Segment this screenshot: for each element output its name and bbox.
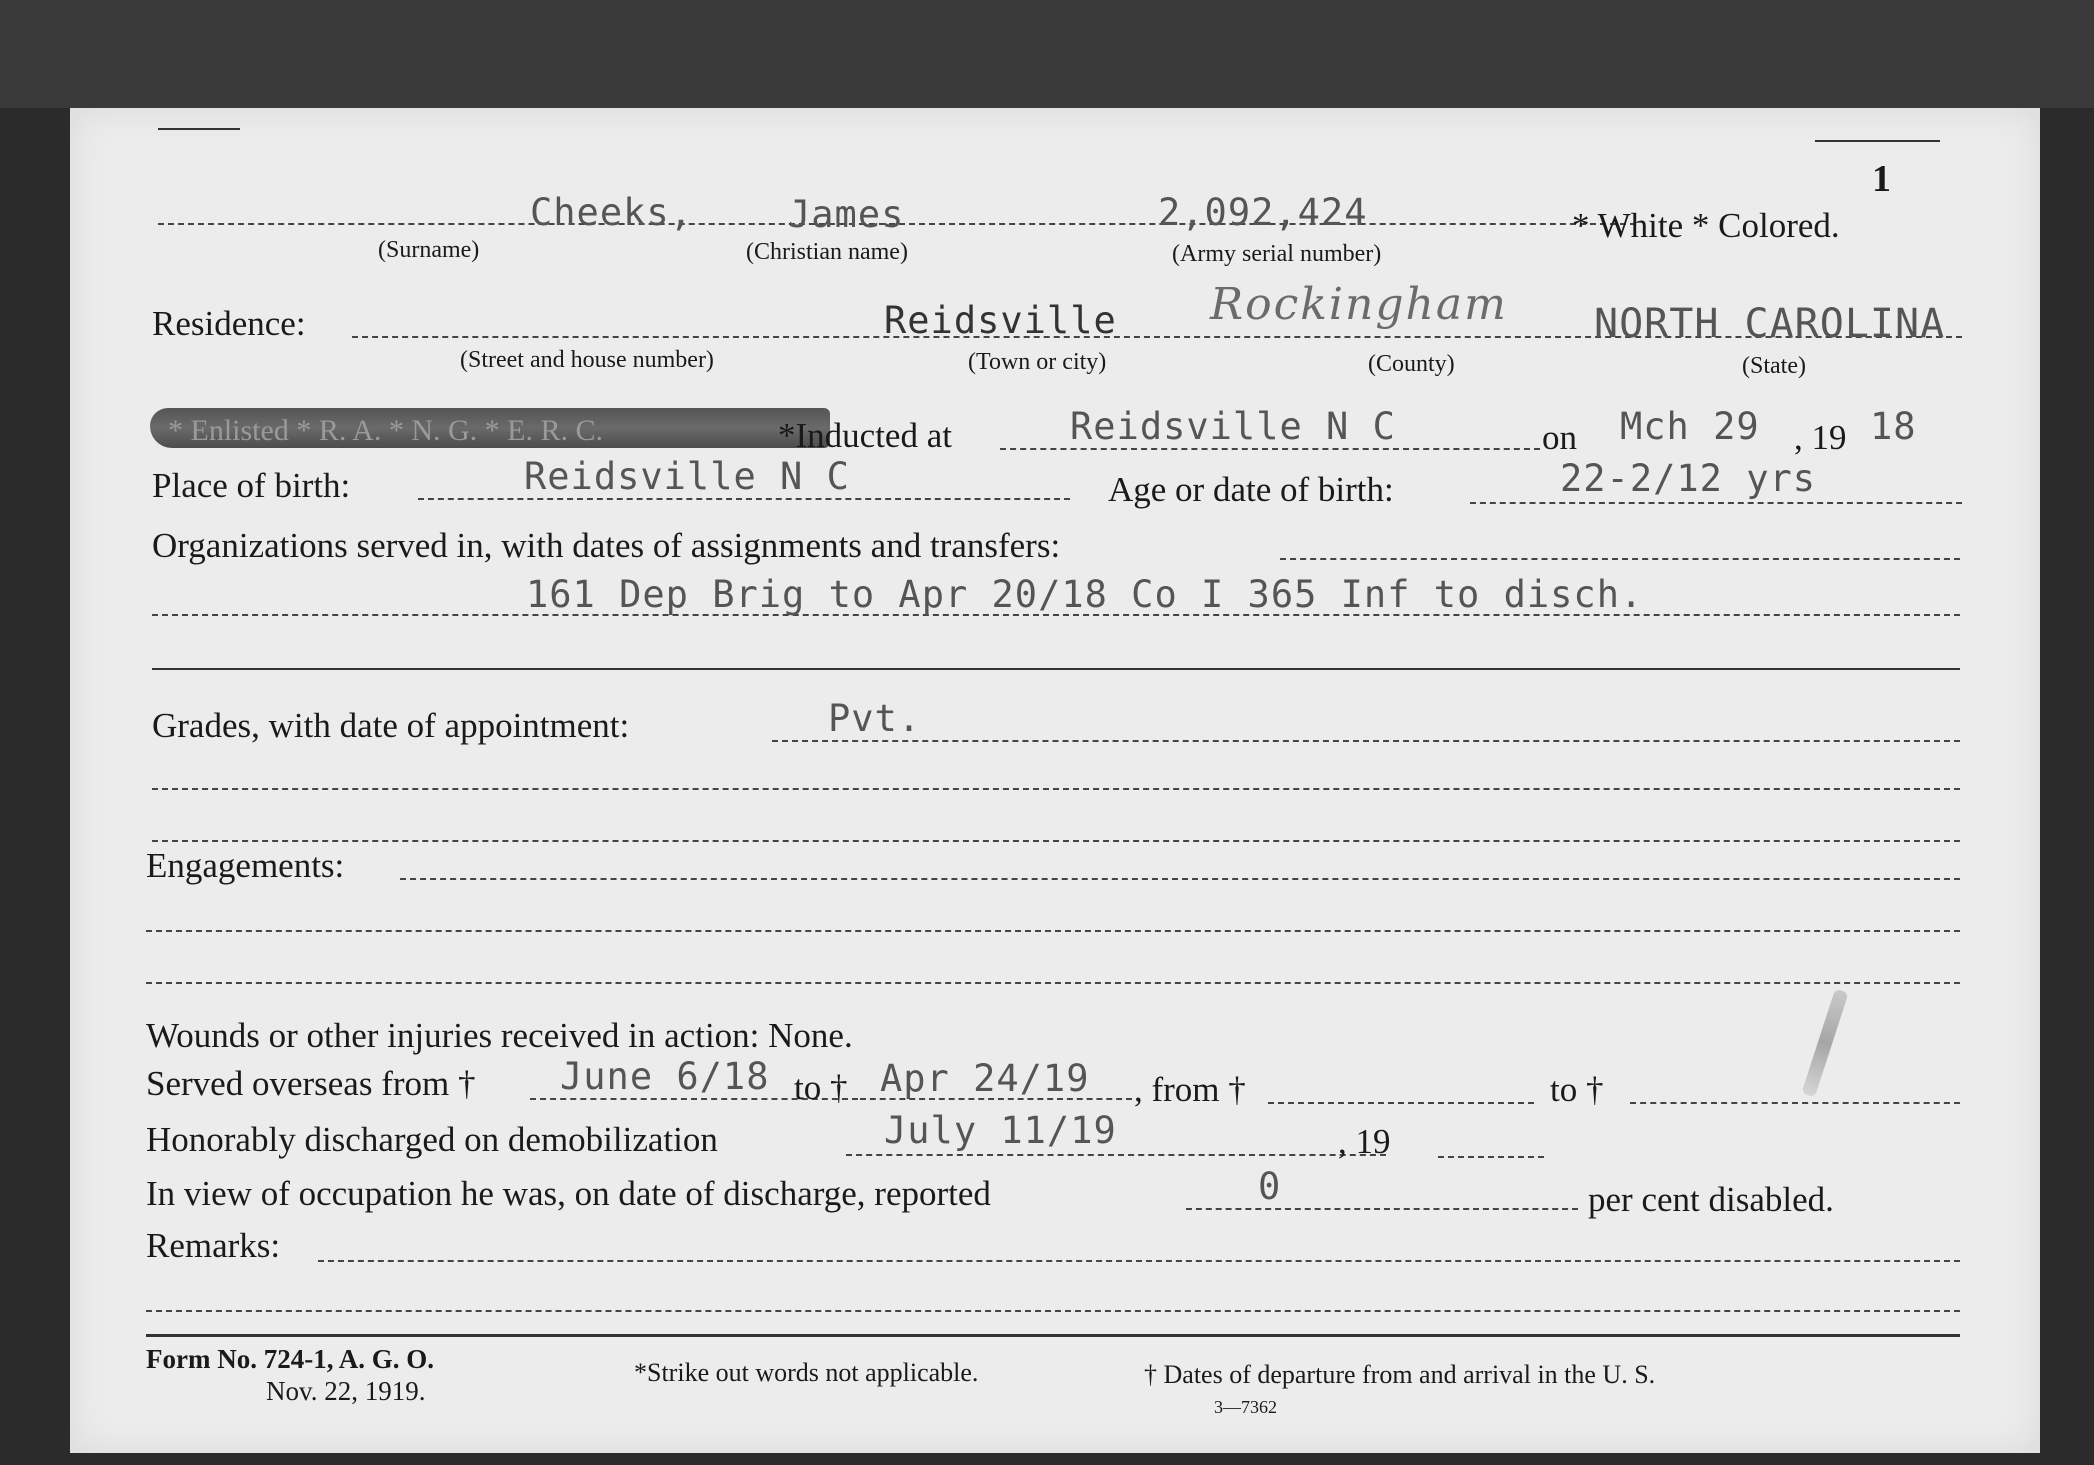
overseas-to2-line [1630,1102,1960,1104]
inducted-at-line [1000,448,1540,450]
discharge-date: July 11/19 [884,1109,1117,1152]
form-code: 3—7362 [1214,1397,1277,1417]
corner-rule [158,128,240,130]
remarks-line-2 [146,1310,1960,1312]
inducted-at-value: Reidsville N C [1070,405,1396,448]
street-label: (Street and house number) [460,347,714,373]
grades-label: Grades, with date of appointment: [152,706,630,745]
grades-line-2 [152,788,1960,790]
engagements-line [400,878,1960,880]
grades-value: Pvt. [828,697,922,740]
wounds-label: Wounds or other injuries received in action: None. [146,1016,853,1055]
disability-label: In view of occupation he was, on date of discharge, reported [146,1174,991,1213]
age-label: Age or date of birth: [1108,470,1394,509]
overseas-to2-label: to † [1550,1070,1604,1109]
service-record-card [70,108,2040,1453]
surname-value: Cheeks, [530,191,693,234]
town-label: (Town or city) [968,349,1107,375]
surname-label: (Surname) [378,237,480,263]
form-number: Form No. 724-1, A. G. O. [146,1344,434,1374]
christian-name-value: James [788,193,905,236]
overseas-from2-line [1268,1102,1534,1104]
organizations-label: Organizations served in, with dates of assignments and transfers: [152,526,1061,565]
induction-year-prefix: , 19 [1794,418,1847,457]
form-date: Nov. 22, 1919. [266,1376,426,1406]
residence-county: Rockingham [1210,279,1508,330]
serial-number-value: 2,092,424 [1158,191,1368,234]
strike-note: *Strike out words not applicable. [634,1358,979,1387]
disability-line [1186,1208,1578,1210]
corner-rule [1815,140,1940,142]
remarks-label: Remarks: [146,1226,281,1265]
engagements-line-2 [146,930,1960,932]
footer-rule [146,1334,1960,1337]
engagements-line-3 [146,982,1960,984]
page-number: 1 [1872,158,1891,200]
christian-name-label: (Christian name) [746,239,908,265]
overseas-from2-label: , from † [1134,1070,1246,1109]
serial-number-label: (Army serial number) [1172,241,1382,267]
residence-state: NORTH CAROLINA [1594,301,1946,347]
remarks-line [318,1260,1960,1262]
place-of-birth-value: Reidsville N C [524,455,850,498]
discharge-year-label: , 19 [1338,1122,1391,1161]
age-value: 22-2/12 yrs [1560,457,1817,500]
scan-background [0,0,2094,108]
served-overseas-label: Served overseas from † [146,1064,476,1103]
disability-suffix: per cent disabled. [1588,1180,1834,1219]
county-label: (County) [1368,351,1455,377]
residence-label: Residence: [152,304,306,343]
induction-date: Mch 29 [1620,405,1760,448]
grades-line [772,740,1960,742]
organizations-line-3 [152,668,1960,670]
struck-enlistment-text: * Enlisted * R. A. * N. G. * E. R. C. [168,414,604,447]
discharge-year-line [1438,1156,1544,1158]
pencil-mark [1801,989,1848,1098]
place-of-birth-label: Place of birth: [152,466,351,505]
grades-line-3 [152,840,1960,842]
overseas-from-value: June 6/18 [560,1055,770,1098]
state-label: (State) [1742,353,1806,379]
residence-town: Reidsville [884,299,1117,342]
engagements-label: Engagements: [146,846,345,885]
organizations-line [1280,558,1960,560]
disability-value: 0 [1258,1165,1282,1208]
overseas-to-label: to † [794,1068,848,1107]
age-line [1470,502,1962,504]
dates-note: † Dates of departure from and arrival in the U. S. [1144,1360,1656,1389]
induction-year: 18 [1870,405,1917,448]
redacted-enlistment-options [150,408,830,448]
place-of-birth-line [418,498,1070,500]
inducted-at-label: *Inducted at [778,416,952,455]
discharge-label: Honorably discharged on demobilization [146,1120,718,1159]
race-options: * White * Colored. [1572,206,1840,245]
discharge-line [846,1154,1386,1156]
organizations-value: 161 Dep Brig to Apr 20/18 Co I 365 Inf to disch. [526,573,1644,616]
overseas-to-value: Apr 24/19 [880,1057,1090,1100]
on-label: on [1542,418,1577,457]
